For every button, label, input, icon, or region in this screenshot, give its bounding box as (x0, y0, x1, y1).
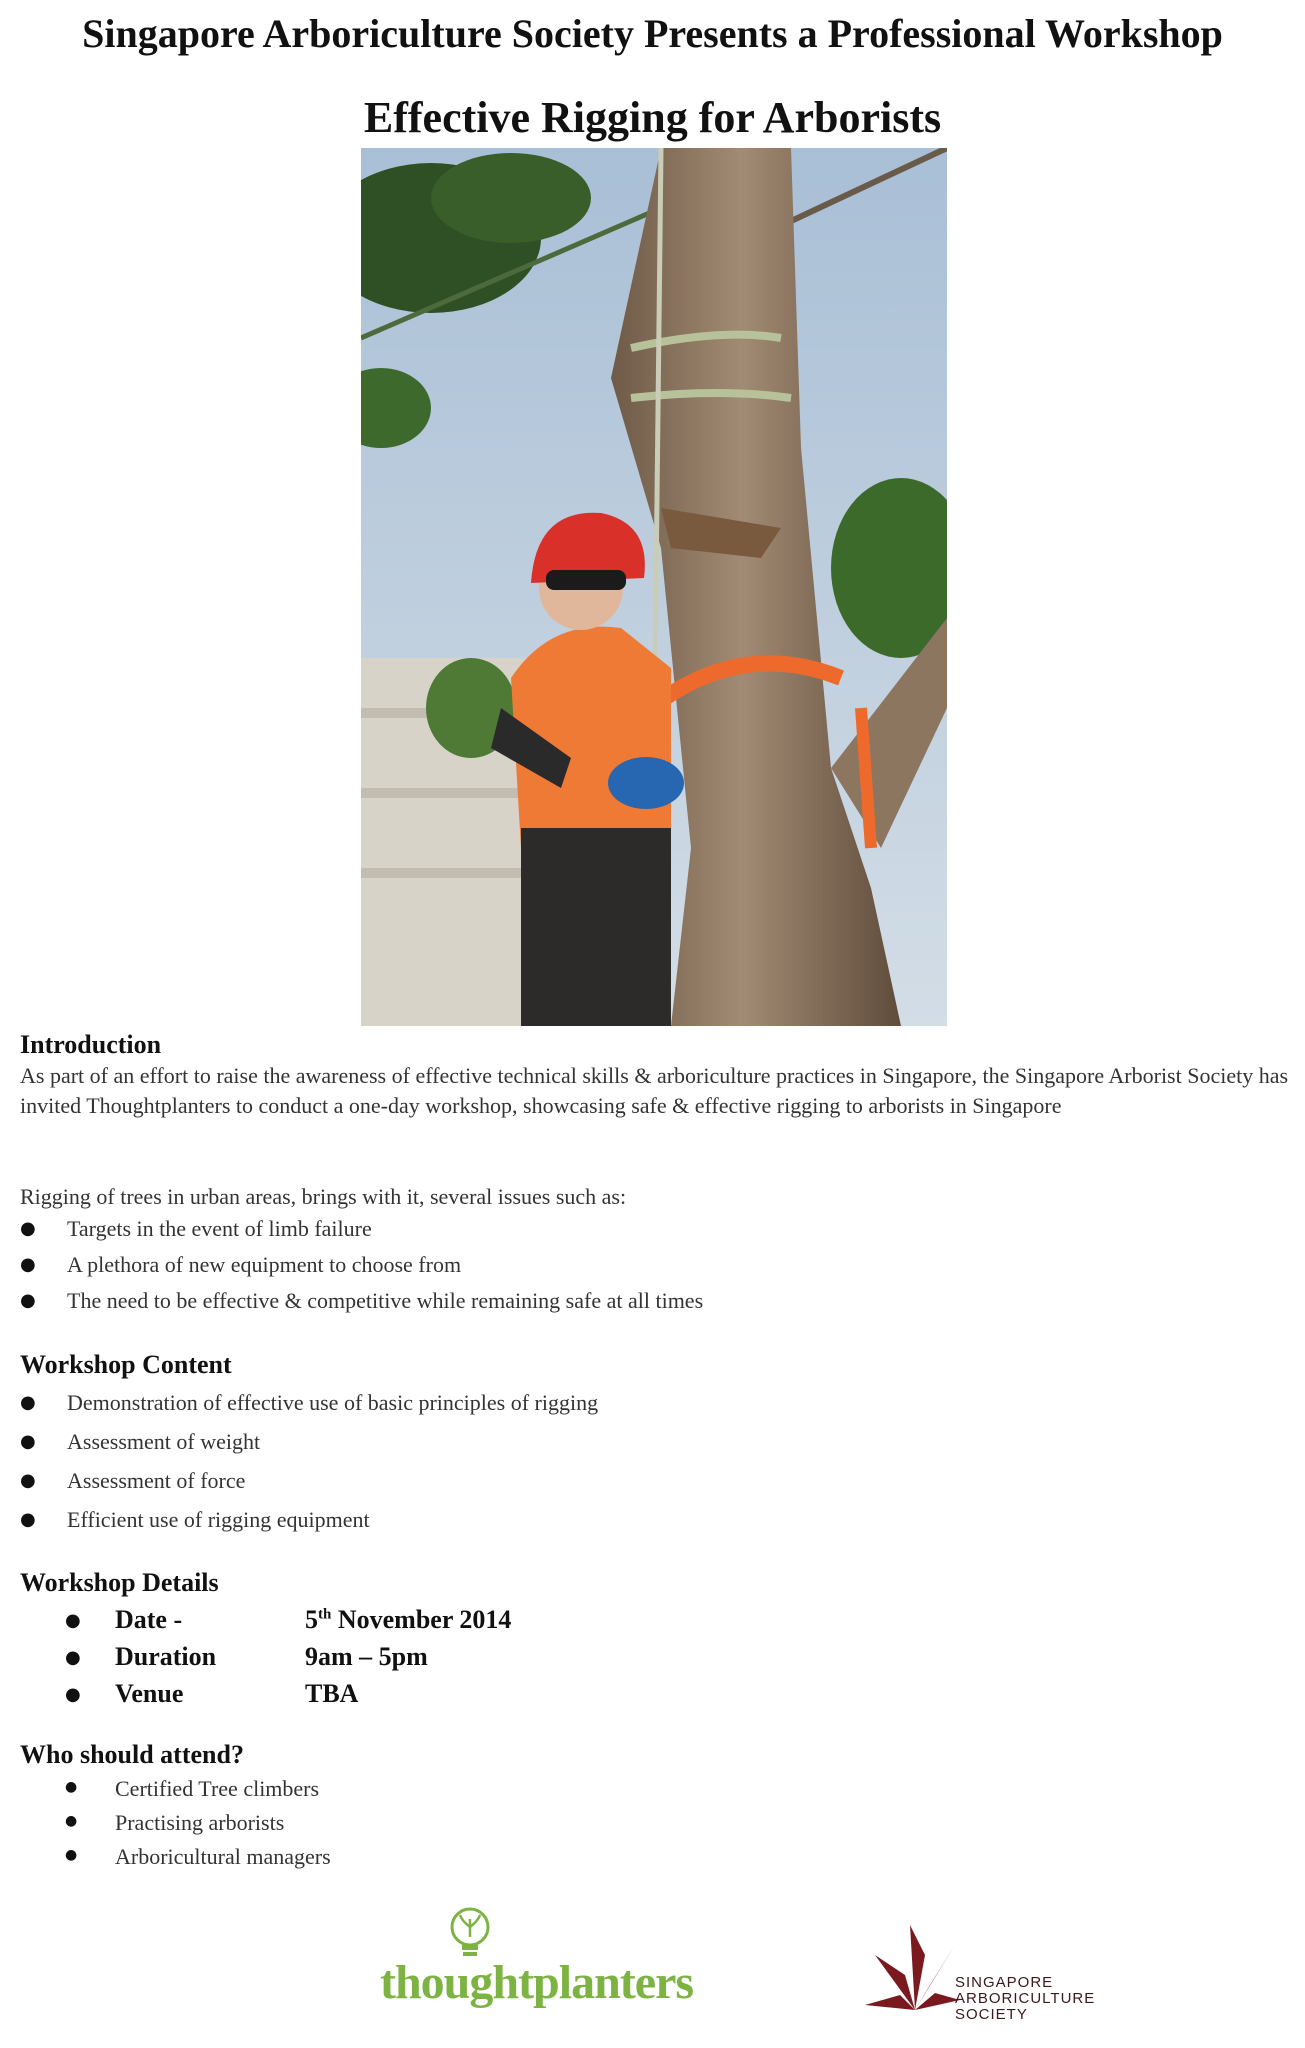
bullet-icon: ● (20, 1392, 36, 1413)
detail-row-duration (65, 1642, 765, 1678)
leaf-icon (855, 1915, 965, 2025)
bullet-icon: ● (20, 1509, 36, 1530)
detail-label: Date - (115, 1605, 183, 1634)
thoughtplanters-wordmark: thoughtplanters (380, 1956, 694, 2009)
thoughtplanters-logo (380, 1905, 740, 2015)
arborist-photo (361, 148, 947, 1026)
list-item: ● The need to be effective & competitive while remaining safe at all times (20, 1288, 704, 1313)
attend-heading: Who should attend? (20, 1740, 244, 1769)
page-title: Singapore Arboriculture Society Presents a Professional Workshop (82, 11, 1223, 56)
list-item: ● Arboricultural managers (65, 1844, 331, 1869)
list-item: ● Certified Tree climbers (65, 1776, 320, 1801)
bullet-icon: ● (20, 1431, 36, 1452)
content-heading: Workshop Content (20, 1350, 232, 1379)
list-item: ● A plethora of new equipment to choose from (20, 1252, 462, 1277)
details-heading: Workshop Details (20, 1568, 219, 1597)
detail-row-date (65, 1605, 765, 1641)
detail-value: TBA (305, 1679, 359, 1708)
bullet-icon: ● (65, 1813, 78, 1829)
list-item: ● Efficient use of rigging equipment (20, 1507, 370, 1532)
bullet-icon: ● (65, 1779, 78, 1795)
bullet-icon: ● (20, 1290, 36, 1311)
sas-logo (855, 1915, 1115, 2030)
bullet-icon: ● (65, 1610, 81, 1631)
bullet-icon: ● (65, 1647, 81, 1668)
detail-value: 5th November 2014 (305, 1605, 512, 1634)
list-item: ● Assessment of weight (20, 1429, 261, 1454)
list-item: ● Demonstration of effective use of basic principles of rigging (20, 1390, 599, 1415)
detail-label: Duration (115, 1642, 217, 1671)
list-item: ● Practising arborists (65, 1810, 285, 1835)
bullet-icon: ● (20, 1470, 36, 1491)
bullet-icon: ● (65, 1847, 78, 1863)
detail-value: 9am – 5pm (305, 1642, 428, 1671)
detail-row-venue (65, 1679, 765, 1715)
intro-paragraph: As part of an effort to raise the awareness of effective technical skills & arboriculture practices in Singapore, the Singapore Arborist Society has invited Thoughtplanters to conduct a one-day workshop, showcasing safe & effective rigging to arborists in Singapore (20, 1063, 1289, 1118)
workshop-title: Effective Rigging for Arborists (363, 93, 942, 142)
bullet-icon: ● (20, 1218, 36, 1239)
sas-wordmark: SINGAPORE ARBORICULTURE SOCIETY (955, 1974, 1096, 2023)
list-item: ● Assessment of force (20, 1468, 246, 1493)
detail-label: Venue (115, 1679, 184, 1708)
list-item: ● Targets in the event of limb failure (20, 1216, 372, 1241)
bullet-icon: ● (20, 1254, 36, 1275)
intro-heading: Introduction (20, 1030, 162, 1059)
issues-lead: Rigging of trees in urban areas, brings with it, several issues such as: (20, 1184, 627, 1209)
bullet-icon: ● (65, 1684, 81, 1705)
